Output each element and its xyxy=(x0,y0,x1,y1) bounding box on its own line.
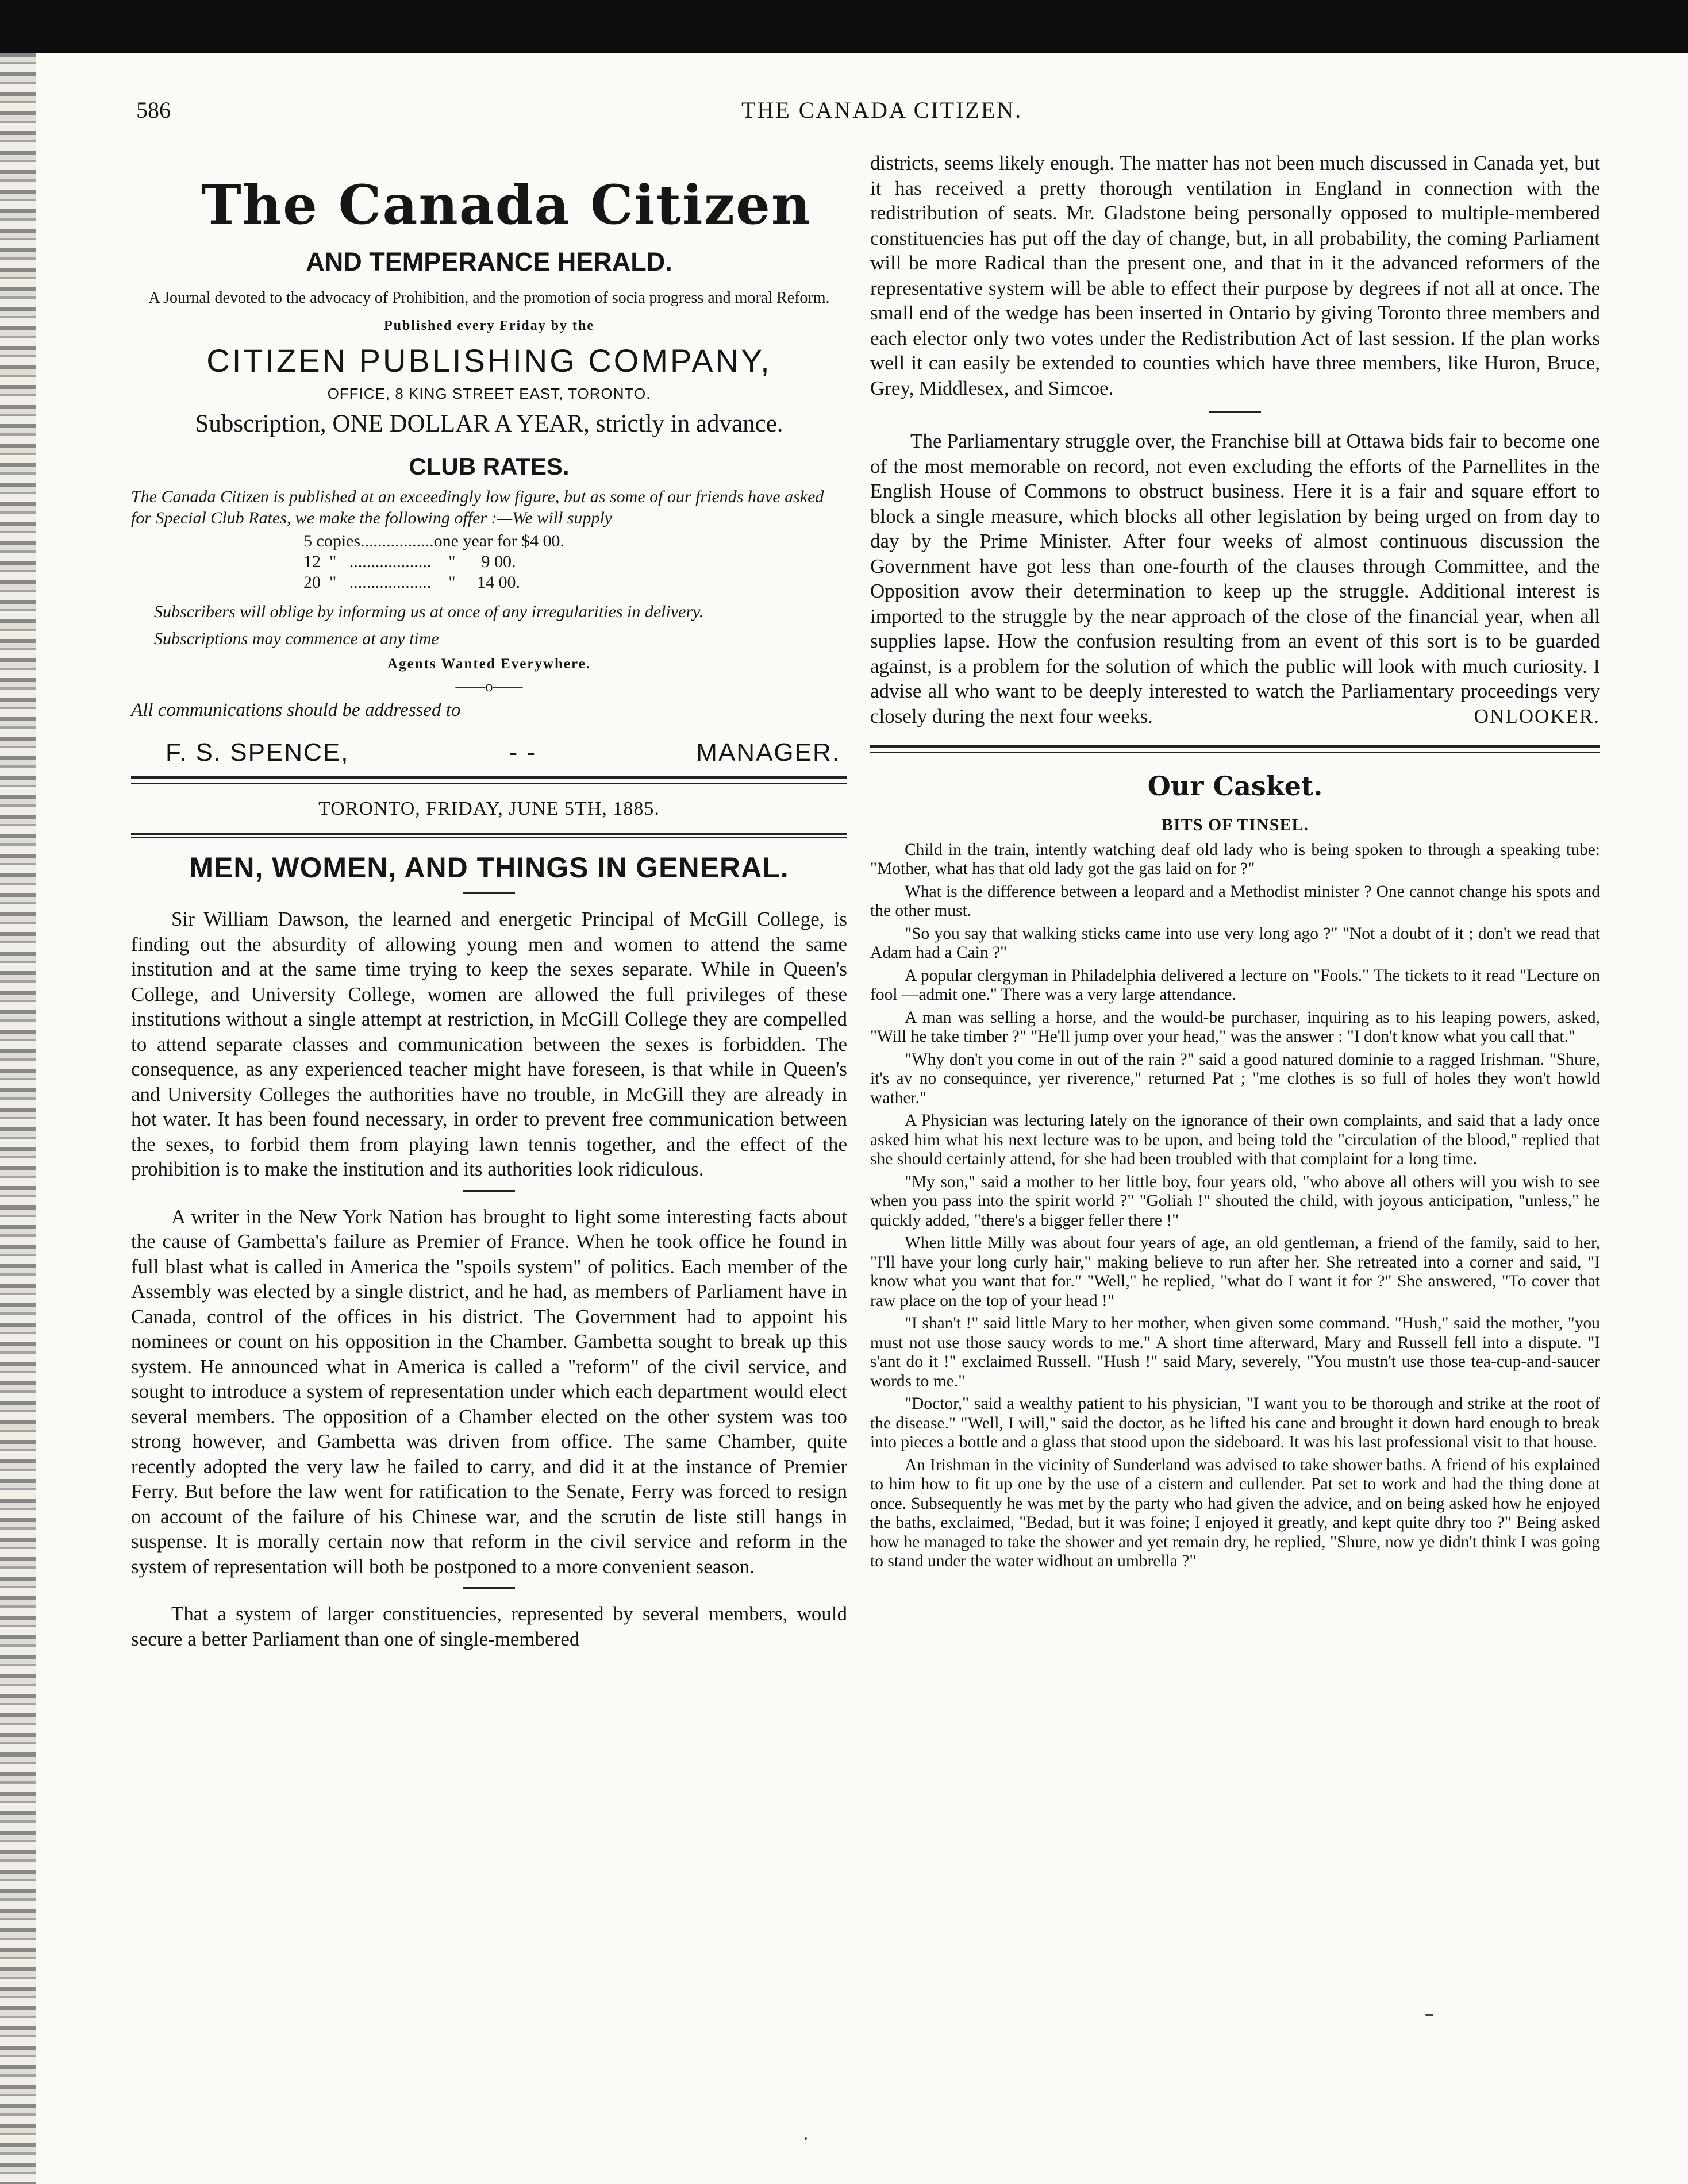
rates-table xyxy=(303,531,847,593)
rate-row: 20 " ................... " 14 00. xyxy=(303,573,520,592)
right-column xyxy=(870,151,1600,1575)
anecdote: What is the difference between a leopard and a Methodist minister ? One cannot change his spots and the other must. xyxy=(870,882,1600,920)
manager-line xyxy=(131,738,847,767)
ink-speck xyxy=(1425,2014,1433,2016)
anecdotes-list xyxy=(870,841,1600,1571)
dateline: TORONTO, FRIDAY, JUNE 5TH, 1885. xyxy=(318,798,660,819)
casket-heading: Our Casket. xyxy=(1147,770,1323,802)
parliament-article xyxy=(870,429,1600,729)
short-rule xyxy=(463,1587,515,1589)
agents-wanted: Agents Wanted Everywhere. xyxy=(387,656,591,672)
irregularities-note: Subscribers will oblige by informing us at once of any irregularities in delivery. xyxy=(154,602,704,621)
article-body xyxy=(131,907,847,1651)
published-line: Published every Friday by the xyxy=(383,318,594,333)
subscription-line: Subscription, ONE DOLLAR A YEAR, strictly in advance. xyxy=(195,410,783,437)
short-rule xyxy=(463,892,515,894)
anecdote: A Physician was lecturing lately on the ignorance of their own complaints, and said that a lady once asked him what his next lecture was to be upon, and being told the "circulation of the blood," replied that she should certainly attend, for she had been troubled with that complaint for a long time. xyxy=(870,1111,1600,1168)
scan-border-left xyxy=(0,53,36,2184)
double-rule xyxy=(131,833,847,838)
company-name: CITIZEN PUBLISHING COMPANY, xyxy=(206,342,772,379)
rate-row: 5 copies.................one year for $4 00. xyxy=(303,531,565,550)
masthead-subtitle: AND TEMPERANCE HERALD. xyxy=(306,247,672,276)
double-rule xyxy=(870,745,1600,753)
short-rule xyxy=(463,1190,515,1192)
communications-note: All communications should be addressed to xyxy=(131,700,461,721)
left-column xyxy=(131,151,847,1651)
article-paragraph: Sir William Dawson, the learned and energetic Principal of McGill College, is finding out the absurdity of allowing young men and women to attend the same institution and at the same time trying to keep the sexes separate. While in Queen's College, and University College, women are allowed the full privileges of these institutions without a single attempt at restriction, in McGill College they are compelled to attend separate classes and communication between the sexes is forbidden. The consequence, as any experienced teacher might have foreseen, is that while in Queen's and University Colleges the authorities have no trouble, in McGill they are already in hot water. It has been found necessary, in order to prevent free communication between the sexes, to forbid them from playing lawn tennis together, and the effect of the prohibition is to make the institution and its authorities look ridiculous. xyxy=(131,908,847,1180)
commence-note: Subscriptions may commence at any time xyxy=(154,629,439,648)
anecdote: An Irishman in the vicinity of Sunderland was advised to take shower baths. A friend of his explained to him how to fit up one by the use of a cistern and cullender. Pat set to work and had the thing done at once. Subsequently he was met by the party who had given the advice, and on being asked how he enjoyed the baths, exclaimed, "Bedad, but it was foine; I enjoyed it greatly, and kept quite dhry too ?" Being asked how he managed to take the shower and yet remain dry, he replied, "Shure, now ye didn't think I was going to stand under the water widhout an umbrella ?" xyxy=(870,1455,1600,1570)
manager-title: MANAGER. xyxy=(696,738,840,766)
article-paragraph: That a system of larger constituencies, represented by several members, would secure a better Parliament than one of single-membered xyxy=(131,1603,847,1650)
manager-name: F. S. SPENCE, xyxy=(166,738,349,766)
short-rule xyxy=(1209,411,1261,413)
double-rule xyxy=(131,776,847,784)
club-rates-heading: CLUB RATES. xyxy=(409,453,570,480)
running-title: THE CANADA CITIZEN. xyxy=(741,97,1023,123)
office-address: OFFICE, 8 KING STREET EAST, TORONTO. xyxy=(327,385,651,402)
anecdote: When little Milly was about four years of age, an old gentleman, a friend of the family, said to her, "I'll have your long curly hair," making believe to run after her. She retreated into a corner and said, "I know what you want that for." "Well," he replied, "what do I want it for ?" She answered, "To cover that raw place on the top of your head !" xyxy=(870,1234,1600,1310)
article-paragraph: The Parliamentary struggle over, the Franchise bill at Ottawa bids fair to become one of the most memorable on record, not even excluding the efforts of the Parnellites in the English House of Commons to obstruct business. Here it is a fair and square effort to block a single measure, which blocks all other legislation by being urged on from day to day by the Prime Minister. After four weeks of almost continuous discussion the Government have got less than one-fourth of the clauses through Committee, and the Opposition avow their determination to keep up the struggle. Additional interest is imported to the struggle by the near approach of the close of the financial year, when all supplies lapse. How the confusion resulting from an event of this sort is to be guarded against, is a problem for the solution of which the public will look with much curiosity. I advise all who want to be deeply interested to watch the Parliamentary proceedings very closely during the next four weeks. xyxy=(870,430,1600,727)
article-headline: MEN, WOMEN, AND THINGS IN GENERAL. xyxy=(189,852,789,884)
club-rates-intro: The Canada Citizen is published at an exceedingly low figure, but as some of our friends have asked for Special Club Rates, we make the following offer :—We will supply xyxy=(131,487,824,527)
anecdote: "My son," said a mother to her little boy, four years old, "who above all others will you wish to see when you pass into the spirit world ?" "Goliah !" shouted the child, with joyous anticipation, "unless," he quickly added, "there's a bigger feller there !" xyxy=(870,1172,1600,1230)
page-number: 586 xyxy=(136,97,171,123)
masthead-title: The Canada Citizen xyxy=(201,174,812,237)
tinsel-heading: BITS OF TINSEL. xyxy=(1162,815,1309,834)
anecdote: Child in the train, intently watching deaf old lady who is being spoken to through a speaking tube: "Mother, what has that old lady got the gas laid on for ?" xyxy=(870,840,1600,878)
masthead-description: A Journal devoted to the advocacy of Prohibition, and the promotion of socia progress and moral Reform. xyxy=(148,289,830,307)
anecdote: A man was selling a horse, and the would-be purchaser, inquiring as to his leaping powers, asked, "Will he take timber ?" "He'll jump over your head," was the answer : "I don't know what you call that." xyxy=(870,1008,1600,1046)
article-paragraph: districts, seems likely enough. The matter has not been much discussed in Canada yet, but it has received a pretty thorough ventilation in England in connection with the redistribution of seats. Mr. Gladstone being personally opposed to multiple-membered constituencies has put off the day of change, but, in all probability, the coming Parliament will be more Radical than the present one, and that in it the advanced reformers of the representative system will be able to effect their purpose by degrees if not all at once. The small end of the wedge has been inserted in Ontario by giving Toronto three members and each elector only two votes under the Redistribution Act of last session. If the plan works well it can easily be extended to counties which have three members, like Huron, Bruce, Grey, Middlesex, and Simcoe. xyxy=(870,152,1600,399)
continued-text xyxy=(870,151,1600,400)
manager-dashes: - - xyxy=(509,738,537,766)
anecdote: "So you say that walking sticks came into use very long ago ?" "Not a doubt of it ; don't we read that Adam had a Cain ?" xyxy=(870,924,1600,962)
anecdote: "I shan't !" said little Mary to her mother, when given some command. "Hush," said the mother, "you must not use those saucy words to me." A short time afterward, Mary and Russell fell into a dispute. "I s'ant do it !" exclaimed Russell. "Hush !" said Mary, severely, "You mustn't use those tea-cup-and-saucer words to me." xyxy=(870,1314,1600,1390)
anecdote: A popular clergyman in Philadelphia delivered a lecture on "Fools." The tickets to it read "Lecture on fool —admit one." There was a very large attendance. xyxy=(870,966,1600,1004)
article-paragraph: A writer in the New York Nation has brought to light some interesting facts about the cause of Gambetta's failure as Premier of France. When he took office he found in full blast what is called in America the "spoils system" of politics. Each member of the Assembly was elected by a single district, and he had, as members of Parliament have in Canada, control of the offices in his district. The Government had to appoint his nominees or count on his opposition in the Chamber. Gambetta sought to break up this system. He announced what in America is called a "reform" of the civil service, and sought to introduce a system of representation under which each department would elect several members. The opposition of a Chamber elected on the other system was too strong however, and Gambetta was driven from office. The same Chamber, quite recently adopted the very law he failed to carry, and did it at the instance of Premier Ferry. But before the law went for ratification to the Senate, Ferry was forced to resign on account of the failure of his Chinese war, and the scrutin de liste still hangs in suspense. It is morally certain now that reform in the civil service and reform in the system of representation will both be postponed to a more convenient season. xyxy=(131,1205,847,1578)
rate-row: 12 " ................... " 9 00. xyxy=(303,552,516,571)
ornament-divider: ——o—— xyxy=(455,678,523,695)
scan-border-top xyxy=(0,0,1688,53)
ink-speck xyxy=(805,2137,807,2140)
anecdote: "Why don't you come in out of the rain ?" said a good natured dominie to a ragged Irishman. "Shure, it's av no consequince, yer riverence," returned Pat ; "me clothes is so full of holes they won't howld wather." xyxy=(870,1050,1600,1107)
signature: ONLOOKER. xyxy=(1474,705,1600,727)
anecdote: "Doctor," said a wealthy patient to his physician, "I want you to be thorough and strike at the root of the disease." "Well, I will," said the doctor, as he lifted his cane and brought it down hard enough to break into pieces a bottle and a glass that stood upon the sideboard. It was his last professional visit to that house. xyxy=(870,1395,1600,1451)
